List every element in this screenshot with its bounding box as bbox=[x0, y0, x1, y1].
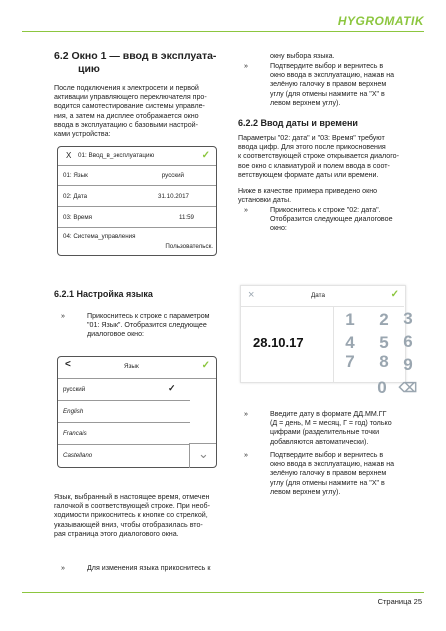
bullet-mark: » bbox=[244, 206, 248, 214]
key-2[interactable]: 2 bbox=[379, 310, 389, 329]
bullet-enter-date bbox=[244, 410, 424, 448]
text-line: Отобразится следующее диалоговое bbox=[270, 215, 393, 224]
param-row-date[interactable] bbox=[58, 185, 216, 207]
footer-divider bbox=[22, 592, 424, 593]
bullet-mark: » bbox=[244, 62, 248, 70]
text-line: углу (для отмены нажмите на "X" в bbox=[270, 478, 385, 487]
text-line: углу (для отмены нажмите на "X" в bbox=[270, 89, 385, 98]
text-line: окно: bbox=[270, 224, 287, 233]
date-input-field[interactable] bbox=[241, 307, 334, 382]
text-line: указывающей вниз, чтобы отобразилась вто- bbox=[54, 520, 203, 529]
bullet-text bbox=[270, 206, 393, 234]
text-line: ветствующем формате даты или времени. bbox=[238, 170, 379, 179]
text-line: ками устройства: bbox=[54, 130, 111, 139]
param-value: 31.10.2017 bbox=[158, 193, 189, 200]
text-line: водится самотестирование системы управле- bbox=[54, 102, 205, 111]
param-label: 01: Язык bbox=[63, 172, 88, 179]
text-line: диалоговое окно: bbox=[87, 330, 145, 339]
bullet-touch-language bbox=[61, 312, 231, 342]
key-3[interactable]: 3 bbox=[403, 309, 413, 328]
text-line: галочкой в соответствующей строке. При необ- bbox=[54, 502, 210, 511]
text-line: активации управляющего переключателя про- bbox=[54, 93, 207, 102]
close-icon[interactable]: X bbox=[66, 151, 72, 160]
window-title: Язык bbox=[124, 363, 139, 370]
continuation-line bbox=[244, 52, 424, 62]
bullet-change-language bbox=[61, 564, 231, 574]
key-4[interactable]: 4 bbox=[345, 333, 355, 352]
text-line: ввода в эксплуатацию с базовыми настрой- bbox=[54, 120, 199, 129]
brand-matik: MATIK bbox=[384, 14, 424, 28]
text-line: Подтвердите выбор и вернитесь в bbox=[270, 451, 384, 459]
section-6-2-title-cont: цию bbox=[78, 63, 100, 75]
key-0[interactable]: 0 bbox=[377, 378, 387, 397]
bullet-touch-date bbox=[244, 206, 424, 236]
param-value: русский bbox=[161, 172, 184, 179]
text-line: Параметры "02: дата" и "03: Время" требуют bbox=[238, 134, 385, 142]
text-line: вое окно с клавиатурой и полем ввода в соот- bbox=[238, 161, 390, 170]
text-line: добавляются автоматически). bbox=[270, 437, 369, 446]
bullet-text bbox=[270, 410, 392, 447]
window-title: Дата bbox=[311, 292, 325, 299]
param-label: 02: Дата bbox=[63, 193, 88, 200]
section-6-2-2-title: 6.2.2 Ввод даты и времени bbox=[238, 118, 358, 128]
option-label: Castellano bbox=[63, 452, 93, 459]
text-line: Прикоснитесь к строке с параметром bbox=[87, 312, 210, 320]
key-5[interactable]: 5 bbox=[379, 333, 389, 352]
back-arrow-icon[interactable]: < bbox=[65, 359, 71, 370]
text-line: ввода цифр. Для этого после прикосновения bbox=[238, 143, 386, 152]
param-label: 04: Система_управления bbox=[63, 233, 136, 240]
key-6[interactable]: 6 bbox=[403, 332, 413, 351]
param-value: Пользовательск. bbox=[165, 243, 213, 250]
section-6-2-1-title: 6.2.1 Настройка языка bbox=[54, 289, 153, 299]
text-line: ходимости прикоснитесь к кнопке со стрелкой, bbox=[54, 511, 208, 520]
text-line: зелёную галочку в правом верхнем bbox=[270, 80, 387, 89]
window-title: 01: Ввод_в_эксплуатацию bbox=[78, 152, 155, 159]
param-value: 11:59 bbox=[178, 214, 194, 221]
selected-check-icon: ✓ bbox=[168, 383, 176, 393]
bullet-mark: » bbox=[244, 451, 248, 459]
text-line: Язык, выбранный в настоящее время, отмечен bbox=[54, 493, 210, 501]
language-option-french[interactable] bbox=[58, 422, 190, 445]
scroll-down-button[interactable] bbox=[189, 443, 216, 468]
bullet-mark: » bbox=[61, 564, 65, 572]
close-icon[interactable]: × bbox=[248, 289, 255, 301]
text-line: цифрами (разделительные точки bbox=[270, 428, 380, 437]
backspace-icon[interactable]: ⌫ bbox=[398, 380, 418, 395]
language-option-english[interactable] bbox=[58, 400, 190, 423]
text-line: Ниже в качестве примера приведено окно bbox=[238, 187, 378, 195]
date-entry-window bbox=[240, 285, 406, 383]
text-line: ния, а затем на дисплее отображается окно bbox=[54, 111, 199, 120]
text-line: рая страница этого диалогового окна. bbox=[54, 529, 179, 538]
bullet-confirm-date bbox=[244, 451, 424, 499]
text-line: к соответствующей строке открывается диалого- bbox=[238, 152, 399, 161]
param-row-control-system[interactable] bbox=[58, 227, 216, 255]
text-line: левом верхнем углу). bbox=[270, 98, 341, 107]
bullet-text bbox=[270, 62, 394, 108]
text-line: Подтвердите выбор и вернитесь в bbox=[270, 62, 384, 70]
text-line: окно ввода в эксплуатацию, нажав на bbox=[270, 460, 395, 469]
bullet-mark: » bbox=[244, 410, 248, 418]
bullet-text bbox=[87, 312, 210, 340]
chevron-down-icon: ⌄ bbox=[198, 446, 209, 461]
bullet-mark: » bbox=[61, 312, 65, 320]
option-label: English bbox=[63, 408, 84, 415]
language-option-spanish[interactable] bbox=[58, 444, 190, 467]
language-explanation bbox=[54, 493, 229, 539]
date-value: 28.10.17 bbox=[253, 335, 304, 350]
date-time-paragraph bbox=[238, 134, 424, 180]
intro-paragraph bbox=[54, 84, 224, 139]
example-paragraph bbox=[238, 187, 424, 205]
param-label: 03: Время bbox=[63, 214, 92, 221]
page-number: Страница 25 bbox=[377, 597, 422, 606]
text-line: зелёную галочку в правом верхнем bbox=[270, 469, 387, 478]
commissioning-window bbox=[57, 146, 217, 256]
bullet-text bbox=[270, 451, 394, 497]
text-line: (Д = день, М = месяц, Г = год) только bbox=[270, 419, 392, 428]
language-option-russian[interactable] bbox=[58, 378, 216, 401]
bullet-confirm-language bbox=[244, 62, 424, 110]
text-line: Введите дату в формате ДД.ММ.ГГ bbox=[270, 410, 387, 418]
text-line: установки даты. bbox=[238, 196, 292, 205]
text-line: окно ввода в эксплуатацию, нажав на bbox=[270, 71, 395, 80]
text-line: После подключения к электросети и первой bbox=[54, 84, 199, 92]
text-line: Прикоснитесь к строке "02: дата". bbox=[270, 206, 381, 214]
section-6-2-title: 6.2 Окно 1 — ввод в эксплуата- bbox=[54, 50, 217, 62]
brand-logo bbox=[338, 14, 424, 28]
brand-hygro: HYGRO bbox=[337, 14, 385, 28]
text-line: левом верхнем углу). bbox=[270, 487, 341, 496]
param-row-language[interactable] bbox=[58, 165, 216, 186]
confirm-check-icon[interactable]: ✓ bbox=[201, 360, 210, 371]
key-8[interactable]: 8 bbox=[379, 352, 389, 371]
key-9[interactable]: 9 bbox=[403, 355, 413, 374]
header-divider bbox=[22, 31, 424, 32]
language-window bbox=[57, 356, 217, 468]
option-label: русский bbox=[63, 386, 86, 393]
param-row-time[interactable] bbox=[58, 206, 216, 228]
bullet-text: Для изменения языка прикоснитесь к bbox=[87, 564, 211, 572]
option-label: Francais bbox=[63, 430, 87, 437]
text-line: окну выбора языка. bbox=[270, 52, 335, 60]
key-1[interactable]: 1 bbox=[345, 310, 355, 329]
text-line: "01: Язык". Отобразится следующее bbox=[87, 321, 207, 330]
key-7[interactable]: 7 bbox=[345, 352, 355, 371]
confirm-check-icon[interactable]: ✓ bbox=[390, 289, 399, 300]
confirm-check-icon[interactable]: ✓ bbox=[201, 150, 210, 161]
